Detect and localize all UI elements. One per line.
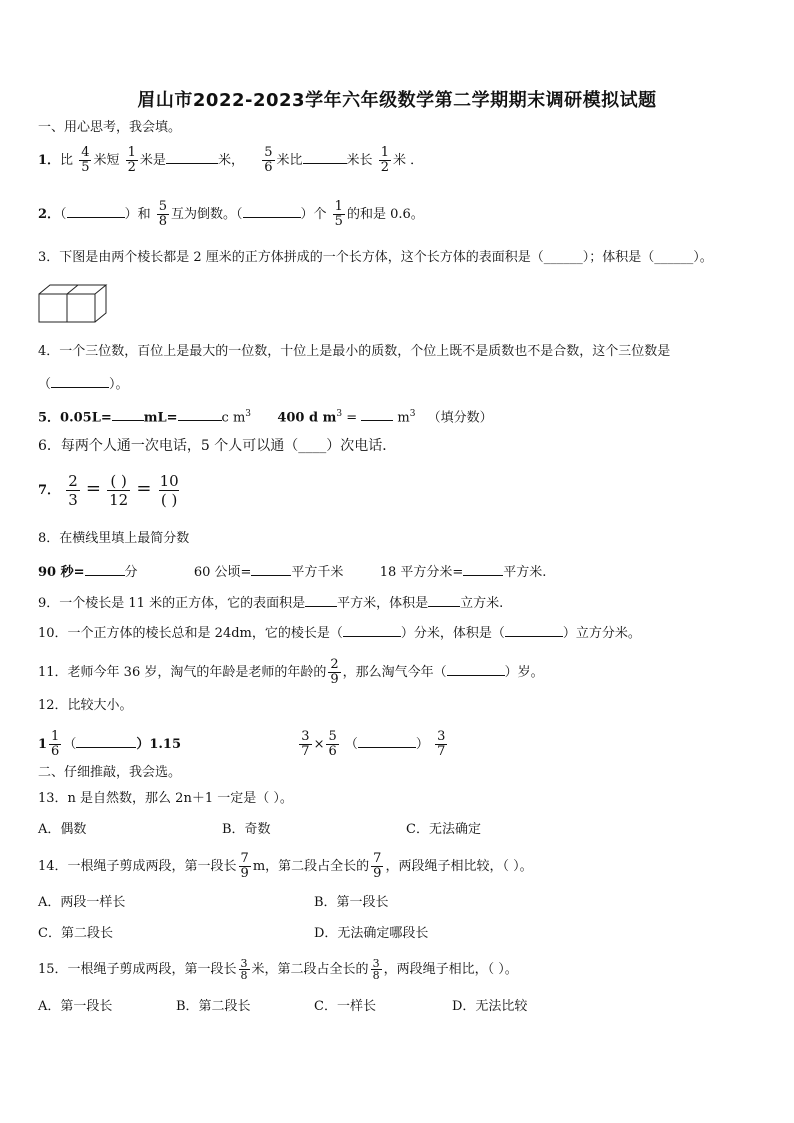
fraction-blank[interactable]: $\frac{( )}{12}$	[109, 472, 129, 509]
answer-blank[interactable]	[447, 661, 505, 676]
option-a[interactable]: A．偶数	[38, 822, 87, 837]
answer-blank[interactable]	[505, 622, 563, 637]
option-a[interactable]: A．第一段长	[38, 999, 113, 1014]
question-14-options-row-2	[38, 924, 428, 944]
option-c[interactable]: C．一样长	[314, 999, 376, 1014]
question-11: 11．老师今年 36 岁，淘气的年龄是老师的年龄的 $\frac{2}{9}$ ，那么淘气今年（ ）岁。	[38, 657, 544, 687]
answer-blank[interactable]	[463, 561, 503, 576]
answer-blank[interactable]	[358, 733, 416, 748]
question-10: 10．一个正方体的棱长总和是 24dm，它的棱长是（ ）分米，体积是（ ）立方分米。	[38, 622, 641, 644]
option-c[interactable]: C．无法确定	[406, 822, 481, 837]
question-1: 1．比 $\frac{4}{5}$ 米短 $\frac{1}{2}$ 米是 米， $\frac{5}{6}$ 米比 米长 $\frac{1}{2}$ 米 ．	[38, 145, 424, 175]
question-7: 7． $\frac{2}{3}$ = $\frac{( )}{12}$ = $\frac{10}{( )}$	[38, 472, 179, 509]
option-b[interactable]: B．第二段长	[176, 999, 251, 1014]
fraction: $\frac{2}{3}$	[68, 472, 78, 509]
fraction: $\frac{5}{6}$	[328, 729, 337, 759]
fraction: $\frac{3}{7}$	[437, 729, 446, 759]
question-15: 15．一根绳子剪成两段，第一段长 $\frac{3}{8}$ 米，第二段占全长的 $\frac{3}{8}$ ，两段绳子相比，（ ）。	[38, 957, 518, 982]
fraction: $\frac{1}{2}$	[127, 145, 136, 175]
option-d[interactable]: D．无法确定哪段长	[314, 926, 429, 941]
answer-blank[interactable]	[166, 149, 218, 164]
section-1-heading: 一、用心思考，我会填。	[38, 120, 182, 135]
page-title: 眉山市2022-2023学年六年级数学第二学期期末调研模拟试题	[137, 90, 657, 111]
answer-blank[interactable]	[51, 373, 109, 388]
cuboid-figure	[38, 283, 108, 325]
question-4-line-2: （ ）。	[38, 373, 129, 395]
question-14: 14．一根绳子剪成两段，第一段长 $\frac{7}{9}$ m，第二段占全长的 $\frac{7}{9}$ ，两段绳子相比较，（ ）。	[38, 851, 533, 881]
fraction: $\frac{3}{7}$	[301, 729, 310, 759]
answer-blank[interactable]	[178, 406, 222, 421]
question-13-options	[38, 820, 481, 840]
section-2-heading: 二、仔细推敲，我会选。	[38, 765, 182, 780]
option-b[interactable]: B．奇数	[222, 822, 271, 837]
question-5: 5．0.05L= mL= c $m^3$ 400 d $m^3 = m^3$ （填分数）	[38, 404, 493, 428]
option-d[interactable]: D．无法比较	[452, 999, 528, 1014]
answer-blank[interactable]	[243, 203, 301, 218]
fraction: $\frac{4}{5}$	[81, 145, 90, 175]
answer-blank[interactable]	[305, 592, 337, 607]
question-4-line-1: 4．一个三位数，百位上是最大的一位数，十位上是最小的质数，个位上既不是质数也不是合数，这个三位数是	[38, 344, 671, 359]
question-6: 6．每两个人通一次电话，5 个人可以通（____）次电话．	[38, 438, 397, 454]
fraction: $\frac{3}{8}$	[240, 957, 248, 982]
question-12-items: 1 $\frac{1}{6}$ （ ）1.15 $\frac{3}{7}$ × $\frac{5}{6}$ （ ） $\frac{3}{7}$	[38, 729, 446, 759]
question-8: 8．在横线里填上最简分数	[38, 531, 190, 546]
question-14-options-row-1	[38, 893, 389, 913]
answer-blank[interactable]	[251, 561, 291, 576]
answer-blank[interactable]	[428, 592, 460, 607]
question-2: 2．（ ）和 $\frac{5}{8}$ 互为倒数。（ ）个 $\frac{1}{5}$ 的和是 0.6。	[38, 199, 424, 229]
answer-blank[interactable]	[112, 406, 144, 421]
fraction: $\frac{1}{6}$	[51, 729, 60, 759]
option-c[interactable]: C．第二段长	[38, 926, 113, 941]
fraction: $\frac{7}{9}$	[373, 851, 382, 881]
question-13: 13．n 是自然数，那么 2n＋1 一定是（ ）。	[38, 791, 293, 806]
answer-blank[interactable]	[76, 733, 136, 748]
answer-blank[interactable]	[85, 561, 125, 576]
answer-blank[interactable]	[343, 622, 401, 637]
answer-blank[interactable]	[303, 149, 347, 164]
question-15-options	[38, 997, 527, 1017]
fraction: $\frac{5}{6}$	[264, 145, 273, 175]
question-12: 12．比较大小。	[38, 698, 133, 713]
fraction: $\frac{1}{2}$	[380, 145, 389, 175]
fraction: $\frac{1}{5}$	[334, 199, 343, 229]
fraction-blank[interactable]: $\frac{10}{( )}$	[159, 472, 179, 509]
question-9: 9．一个棱长是 11 米的正方体，它的表面积是 平方米，体积是 立方米.	[38, 592, 503, 614]
answer-blank[interactable]	[67, 203, 125, 218]
question-3: 3．下图是由两个棱长都是 2 厘米的正方体拼成的一个长方体，这个长方体的表面积是（______）；体积是（______）。	[38, 250, 713, 265]
fraction: $\frac{7}{9}$	[240, 851, 249, 881]
answer-blank[interactable]	[361, 406, 393, 421]
question-8-items: 90 秒= 分 60 公顷= 平方千米 18 平方分米= 平方米.	[38, 561, 546, 583]
fraction: $\frac{2}{9}$	[330, 657, 339, 687]
option-b[interactable]: B．第一段长	[314, 895, 389, 910]
fraction: $\frac{3}{8}$	[372, 957, 380, 982]
fraction: $\frac{5}{8}$	[158, 199, 167, 229]
option-a[interactable]: A．两段一样长	[38, 895, 126, 910]
